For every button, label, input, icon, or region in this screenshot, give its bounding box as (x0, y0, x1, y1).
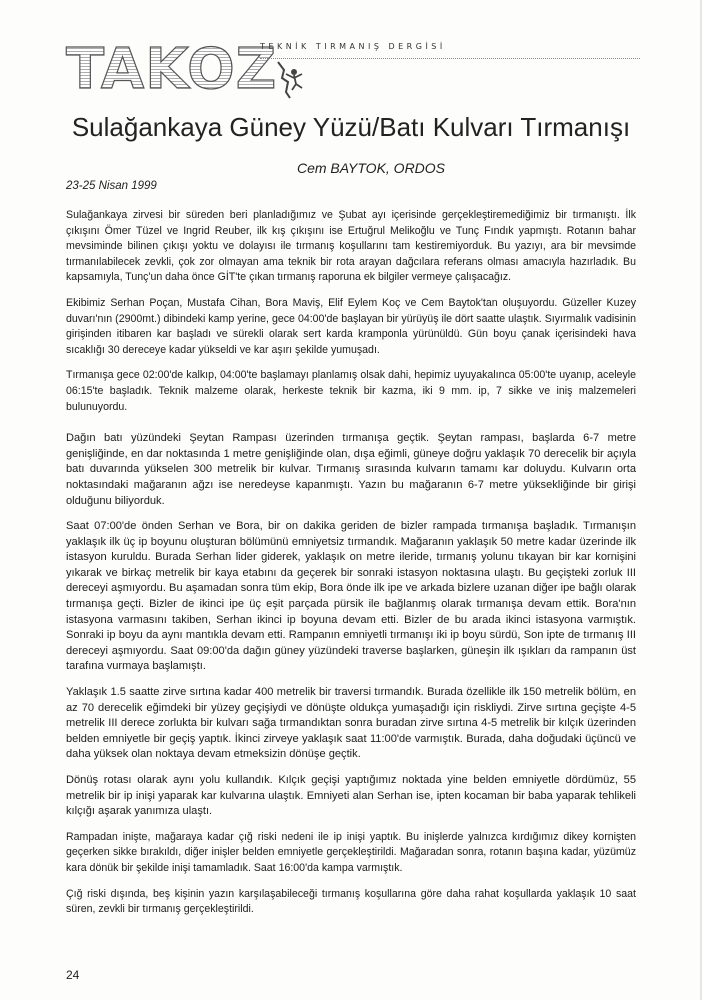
article-author: Cem BAYTOK, ORDOS (296, 160, 446, 176)
page-number: 24 (66, 968, 80, 982)
paragraph-return: Dönüş rotası olarak aynı yolu kullandık. Kılçık geçişi yaptığımız noktada yine belden emniyetle dördümüz, 55 metrelik bir ip inişi yaparak kar kulvarına ulaştık. Emniyeti alan Serhan ise, ipten kocaman bir baba yaparak tehlikeli kılçığı aşarak yanımıza ulaştı. (66, 774, 636, 818)
climber-icon (274, 60, 310, 100)
masthead (64, 28, 644, 98)
paragraph-traverse: Yaklaşık 1.5 saatte zirve sırtına kadar 400 metrelik bir traversi tırmandık. Burada özellikle ilk 150 metrelik bölüm, en az 70 derecelik eğimdeki bir yüzey geçişiydi ve dönüşte oldukça yumaşadığı için riskliydi. Zirve sırtına geçişte 4-5 metrelik III derece zorlukta bir kulvarı sağa tırmandıktan sonra buradan zirve sırtına 4-5 metrelik bir kılçık üzerinden belden emniyetle bir geçiş yaptık. İkinci zirveye yaklaşık saat 11:00'de varmıştık. Burada, daha doğudaki üçüncü ve daha yüksek olan noktaya devam etmeksizin dönüşe geçtik. (66, 686, 636, 761)
paragraph-start: Tırmanışa gece 02:00'de kalkıp, 04:00'te başlamayı planlamış olsak dahi, hepimiz uyuyakalınca 05:00'te uyanıp, aceleyle 06:15'te başladık. Teknik malzeme olarak, herkeste teknik bir kazma, iki 9 mm. ip, 7 sikke ve iniş malzemeleri bulunuyordu. (66, 369, 636, 413)
magazine-tagline: TEKNİK TIRMANIŞ DERGİSİ (260, 42, 446, 51)
paragraph-conclusion: Çığ riski dışında, beş kişinin yazın karşılaşabileceği tırmanış koşullarına göre daha rahat koşullarda yaklaşık 10 saat süren, zevkli bir tırmanış gerçekleştirildi. (66, 887, 636, 916)
article-body (66, 208, 636, 918)
paragraph-ascent: Saat 07:00'de önden Serhan ve Bora, bir on dakika geriden de bizler rampada tırmanışa başladık. Tırmanışın yaklaşık ilk üç ip boyunu oluşturan bölümünü emniyetsiz tırmandık. Mağaranın yaklaşık 50 metre kadar üzerinde ilk istasyon kuruldu. Burada Serhan lider giderek, yaklaşık on metre ileride, tırmanış yolunu tıkayan bir kar kornişini yıkarak ve birkaç metrelik bir kaya etabını da geçerek bir sonraki istasyon noktasına ulaştı. Bu geçişteki zorluk III dereceyi aşmıyordu. Bu aşamadan sonra tüm ekip, Bora önde ilk ipe ve arkada bizlere uzanan diğer ipe bağlı olarak tırmanışa geçti. Bizler de ikinci ipe üç eşit parçada pürsik ile bağlanmış olarak tırmanışa devam ettik. Bora'nın istasyona varmasını takiben, Serhan ikinci ip boyuna devam etti. Bizler de bu arada ikinci istasyona varmıştık. Sonraki ip boyu da aynı mantıkla devam etti. Rampanın emniyetli tırmanışı iki ip boyu sürdü, Son ipte de tırmanış III dereceyi aşmıyordu. Saat 09:00'da dağın güney yüzündeki traverse başlarken, güneşin ilk ışıkları da rampanın üst tarafına vurmaya başlamıştı. (66, 520, 636, 673)
paragraph-team: Ekibimiz Serhan Poçan, Mustafa Cihan, Bora Maviş, Elif Eylem Koç ve Cem Baytok'tan oluşuyordu. Güzeller Kuzey duvarı'nın (2900mt.) dibindeki kamp yerine, gece 04:00'de başlayan bir yürüyüş ile dört saatte ulaştık. Sıyırmalık vadisinin girişinden itibaren kar başladı ve sürekli olarak sert karda kramponla yürünüldü. Gün boyu çanak içerisindeki hava sıcaklığı 30 dereceye kadar yükseldi ve kar aşırı şekilde yumuşadı. (66, 296, 636, 356)
article-title: Sulağankaya Güney Yüzü/Batı Kulvarı Tırmanışı (71, 112, 631, 142)
paragraph-descent: Rampadan inişte, mağaraya kadar çığ riski nedeni ile ip inişi yaptık. Bu inişlerde yalnızca kırdığımız dikey kornişten geçerken sikke bırakıldı, diğer inişler belden emniyetle gerçekleştirildi. Mağaradan sonra, rotanın başına kadar, yüzümüz kara dönük bir şekilde inişi tamamladık. Saat 16:00'da kampa varmıştık. (66, 830, 636, 874)
paragraph-intro: Sulağankaya zirvesi bir süreden beri planladığımız ve Şubat ayı içerisinde gerçekleştiremediğimiz bir tırmanıştı. İlk çıkışını Ömer Tüzel ve Ingrid Reuber, ilk kış çıkışını ise Ertuğrul Melikoğlu ve Tunç Fındık yapmıştı. Rotanın bahar mevsiminde bilinen çıkışı yoktu ve dolayısı ile tırmanış koşullarını tam kestiremiyorduk. Bu yazıyı, ara bir mevsimde tırmanılabilecek zevkli, çok zor olmayan ama teknik bir rota arayan dağcılara referans olması amacıyla hazırladık. Bu kapsamıyla, Tunç'un daha önce GİT'te çıkan tırmanış raporuna ek bilgiler vermeye çalışacağız. (66, 209, 636, 284)
logo-lettering: TAKOZ (66, 38, 278, 94)
article-date: 23-25 Nisan 1999 (66, 180, 157, 192)
tagline-rule (260, 58, 640, 59)
paragraph-ramp: Dağın batı yüzündeki Şeytan Rampası üzerinden tırmanışa geçtik. Şeytan rampası, başlarda 6-7 metre genişliğinde, en dar noktasında 1 metre genişliğinde olan, dışa eğimli, güneye doğru yaklaşık 70 derecelik bir açıyla batı duvarında yükselen 300 metrelik bir kulvar. Tırmanış sırasında kulvarın tamamı kar doluydu. Kulvarın orta noktasındaki mağaranın ağzı ise neredeyse kapanmıştı. Yazın bu mağaranın 6-7 metre yüksekliğinde bir girişi olduğunu biliyorduk. (66, 432, 636, 507)
